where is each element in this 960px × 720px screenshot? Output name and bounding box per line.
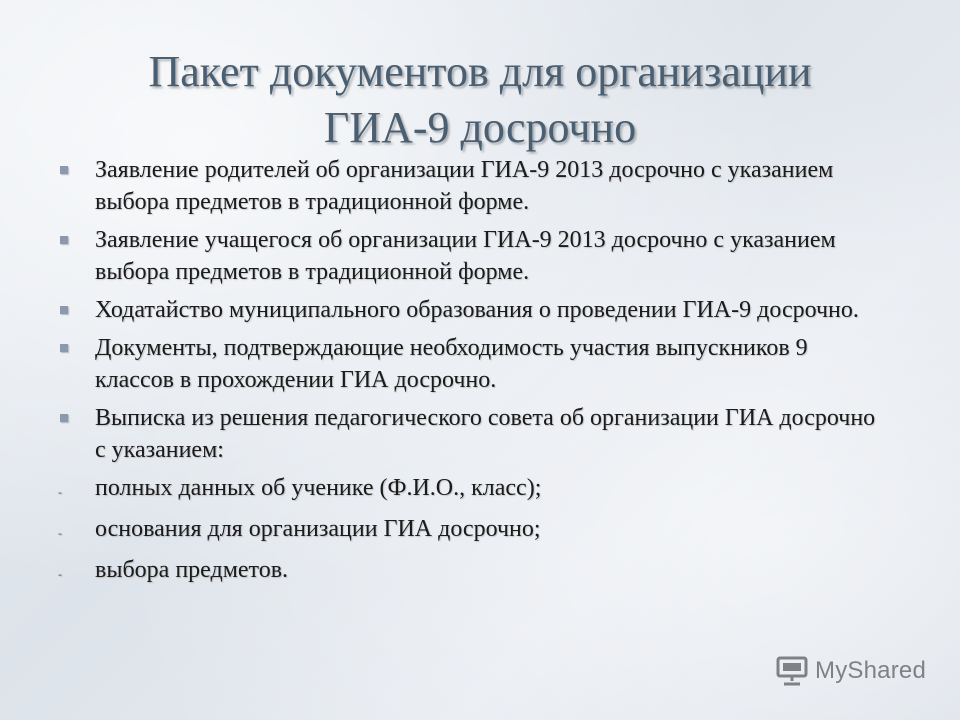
list-item [58,224,888,288]
list-subitem [58,472,888,504]
watermark-text: MyShared [815,657,926,684]
list-subitem [58,554,888,586]
list-item-text: Выписка из решения педагогического совета об организации ГИА досрочно с указанием: [95,405,876,463]
slide-title-line-2: ГИА-9 досрочно [323,103,637,152]
list-item [58,332,888,396]
list-item [58,294,888,326]
slide-content-list [58,154,888,595]
list-item-text: Ходатайство муниципального образования о проведении ГИА-9 досрочно. [95,297,859,323]
square-bullet-icon [60,166,68,174]
list-item-text: Заявление родителей об организации ГИА-9 2013 досрочно с указанием выбора предметов в традиционной форме. [95,157,834,215]
list-item [58,402,888,466]
slide-title-line-1: Пакет документов для организации [148,47,812,96]
dash-marker: - [58,485,62,499]
presentation-board-icon [775,654,809,688]
list-subitem [58,513,888,545]
dash-marker: - [58,526,62,540]
square-bullet-icon [60,306,68,314]
list-item-text: Документы, подтверждающие необходимость участия выпускников 9 классов в прохождении ГИА досрочно. [95,335,808,393]
square-bullet-icon [60,344,68,352]
list-subitem-text: основания для организации ГИА досрочно; [95,516,541,542]
list-item [58,154,888,218]
square-bullet-icon [60,414,68,422]
square-bullet-icon [60,236,68,244]
myshared-watermark [775,654,926,688]
slide-title [80,44,880,156]
list-subitem-text: выбора предметов. [95,557,289,583]
list-subitem-text: полных данных об ученике (Ф.И.О., класс); [95,475,542,501]
dash-marker: - [58,567,62,581]
list-item-text: Заявление учащегося об организации ГИА-9 2013 досрочно с указанием выбора предметов в традиционной форме. [95,227,836,285]
